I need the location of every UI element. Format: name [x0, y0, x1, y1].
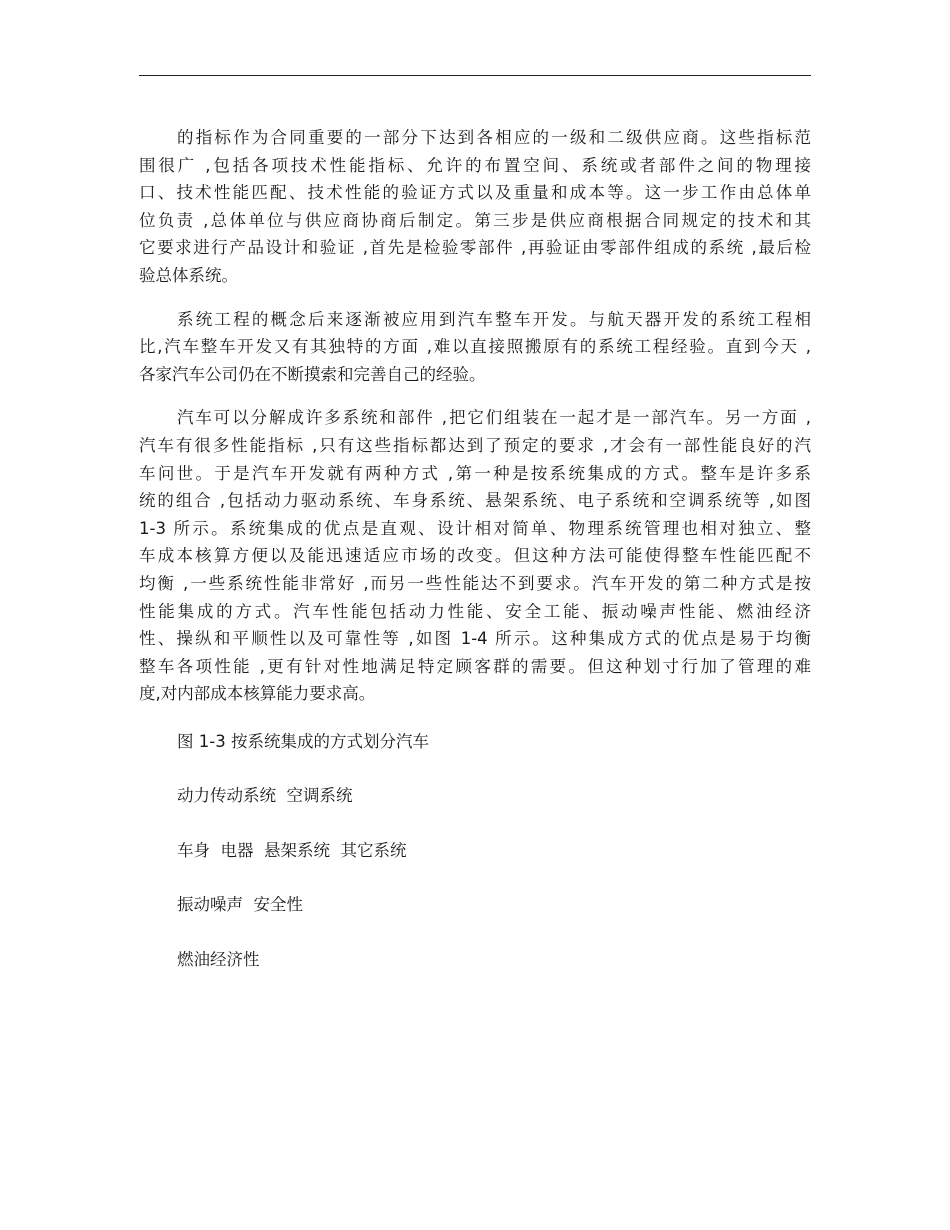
- figure-caption: 图 1-3 按系统集成的方式划分汽车: [177, 731, 429, 751]
- figure-label-row: 车身 电器 悬架系统 其它系统: [177, 840, 407, 860]
- text-line: 系统工程的概念后来逐渐被应用到汽车整车开发。与航天器开发的系统工程相: [177, 309, 811, 329]
- text-line: 口、技术性能匹配、技术性能的验证方式以及重量和成本等。这一步工作由总体单: [139, 183, 811, 203]
- text-line: 车问世。于是汽车开发就有两种方式 ,第一种是按系统集成的方式。整车是许多系: [139, 463, 811, 483]
- paragraph-1: [139, 124, 811, 290]
- text-line: 统的组合 ,包括动力驱动系统、车身系统、悬架系统、电子系统和空调系统等 ,如图: [139, 491, 811, 511]
- text-line: 性、操纵和平顺性以及可靠性等 ,如图 1-4 所示。这种集成方式的优点是易于均衡: [139, 629, 811, 649]
- figure-1-3: [139, 728, 811, 1001]
- text-line: 均衡 ,一些系统性能非常好 ,而另一些性能达不到要求。汽车开发的第二种方式是按: [139, 573, 811, 593]
- text-line: 度,对内部成本核算能力要求高。: [139, 684, 376, 704]
- text-line: 比,汽车整车开发又有其独特的方面 ,难以直接照搬原有的系统工程经验。直到今天 ,: [139, 337, 811, 357]
- figure-label-row: 动力传动系统 空调系统: [177, 786, 353, 806]
- text-line: 汽车可以分解成许多系统和部件 ,把它们组装在一起才是一部汽车。另一方面 ,: [177, 408, 811, 428]
- text-line: 位负责 ,总体单位与供应商协商后制定。第三步是供应商根据合同规定的技术和其: [139, 210, 811, 230]
- text-line: 1-3 所示。系统集成的优点是直观、设计相对简单、物理系统管理也相对独立、整: [139, 518, 811, 538]
- text-line: 各家汽车公司仍在不断摸索和完善自己的经验。: [139, 364, 486, 384]
- text-line: 围很广 ,包括各项技术性能指标、允许的布置空间、系统或者部件之间的物理接: [139, 155, 811, 175]
- paragraph-3: [139, 404, 811, 708]
- text-line: 的指标作为合同重要的一部分下达到各相应的一级和二级供应商。这些指标范: [177, 128, 811, 147]
- text-line: 它要求进行产品设计和验证 ,首先是检验零部件 ,再验证由零部件组成的系统 ,最后检: [139, 238, 811, 258]
- text-line: 汽车有很多性能指标 ,只有这些指标都达到了预定的要求 ,才会有一部性能良好的汽: [139, 435, 811, 455]
- text-line: 验总体系统。: [139, 265, 238, 285]
- figure-label-row: 振动噪声 安全性: [177, 895, 303, 915]
- paragraph-2: [139, 306, 811, 389]
- header-rule: [139, 75, 811, 76]
- figure-label-row: 燃油经济性: [177, 949, 260, 969]
- text-line: 车成本核算方便以及能迅速适应市场的改变。但这种方法可能使得整车性能匹配不: [139, 546, 811, 566]
- page-body: [139, 124, 811, 1000]
- text-line: 性能集成的方式。汽车性能包括动力性能、安全工能、振动噪声性能、燃油经济: [139, 601, 811, 621]
- text-line: 整车各项性能 ,更有针对性地满足特定顾客群的需要。但这种划寸行加了管理的难: [139, 656, 811, 676]
